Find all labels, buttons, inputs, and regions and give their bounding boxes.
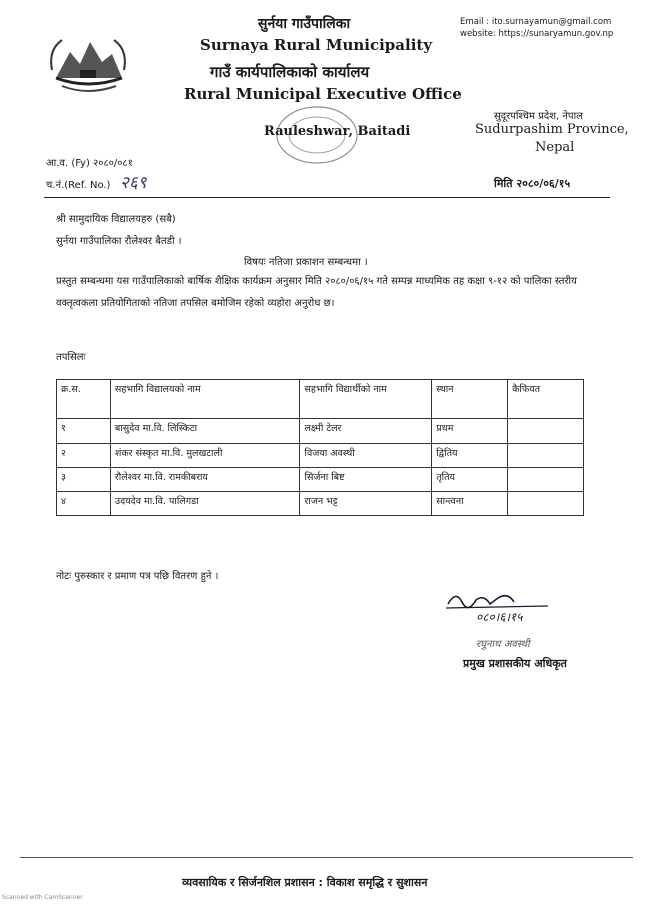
cell-student: राजन भट्ट: [300, 492, 432, 516]
municipality-name-en: Surnaya Rural Municipality: [200, 36, 433, 54]
cell-sn: ३: [57, 468, 111, 492]
col-header-sn: क्र.स.: [57, 380, 111, 419]
header-divider: [44, 197, 610, 198]
addressee-line2: सुर्नया गाउँपालिका रौलेश्वर बैतडी ।: [56, 236, 182, 247]
table-row: [57, 419, 584, 444]
results-table: [56, 379, 584, 516]
signatory-name: रघुनाथ अवस्थी: [476, 639, 530, 650]
fiscal-year: आ.व. (Fy) २०८०/०८१: [46, 158, 133, 169]
signatory-title: प्रमुख प्रशासकीय अधिकृत: [463, 657, 567, 670]
cell-school: रौलेश्वर मा.वि. रामकीबराय: [110, 468, 300, 492]
col-header-student: सहभागि विद्यार्थीको नाम: [300, 380, 432, 419]
cell-student: लक्ष्मी टेलर: [300, 419, 432, 444]
cell-position: द्वितिय: [432, 444, 508, 468]
contact-info: [460, 16, 613, 40]
cell-school: उदयदेव मा.वि. पालिगडा: [110, 492, 300, 516]
tapasil-label: तपसिलः: [56, 352, 86, 363]
website-text: website: https://sunaryamun.gov.np: [460, 29, 614, 39]
col-header-remarks: कैफियत: [508, 380, 584, 419]
cell-position: तृतिय: [432, 468, 508, 492]
footer-divider: [20, 857, 633, 858]
office-name-np: गाउँ कार्यपालिकाको कार्यालय: [210, 63, 370, 81]
table-row: [57, 468, 584, 492]
cell-school: बासुदेव मा.वि. लिस्किटा: [110, 419, 300, 444]
letter-date: मिति २०८०/०६/१५: [494, 177, 571, 190]
cell-remarks: [508, 492, 584, 516]
table-row: [57, 444, 584, 468]
table-row: [57, 492, 584, 516]
office-location: Rauleshwar, Baitadi: [264, 124, 411, 139]
scanner-watermark: Scanned with CamScanner: [2, 894, 83, 901]
letter-subject: विषयः नतिजा प्रकाशन सम्बन्धमा ।: [244, 257, 368, 268]
cell-student: सिर्जना बिष्ट: [300, 468, 432, 492]
email-text: Email : ito.surnayamun@gmail.com: [460, 17, 612, 27]
office-name-en: Rural Municipal Executive Office: [184, 85, 462, 103]
cell-remarks: [508, 419, 584, 444]
province-np: सुदूरपश्चिम प्रदेश, नेपाल: [494, 111, 583, 122]
cell-sn: १: [57, 419, 111, 444]
cell-remarks: [508, 468, 584, 492]
note-text: नोटः पुरुस्कार र प्रमाण पत्र पछि वितरण हुने ।: [56, 571, 219, 582]
addressee-line1: श्री सामुदायिक विद्यालयहरु (सबै): [56, 214, 176, 225]
table-header-row: [57, 380, 584, 419]
municipality-name-np: सुर्नया गाउँपालिका: [258, 16, 351, 32]
ref-label: च.नं.(Ref. No.): [46, 180, 111, 191]
cell-sn: ४: [57, 492, 111, 516]
col-header-position: स्थान: [432, 380, 508, 419]
letter-body: प्रस्तुत सम्बन्धमा यस गाउँपालिकाको बार्षिक शैक्षिक कार्यक्रम अनुसार मिति २०८०/०६/१५ गते सम्पन्न माध्यमिक तह कक्षा ९-१२ को पालिका स्तरीय वक्तृत्वकला प्रतियोगिताको नतिजा तपसिल बमोजिम रहेको व्यहोरा अनुरोध छ।: [56, 276, 577, 309]
cell-position: प्रथम: [432, 419, 508, 444]
footer-motto: व्यवसायिक र सिर्जनशिल प्रशासन : विकाश समृद्धि र सुशासन: [182, 876, 428, 889]
municipality-emblem-icon: [48, 30, 128, 100]
cell-sn: २: [57, 444, 111, 468]
province-en-line1: Sudurpashim Province,: [475, 122, 629, 137]
cell-student: विजया अवस्थी: [300, 444, 432, 468]
ref-number-handwritten: २६९: [120, 173, 147, 193]
province-en-line2: Nepal: [535, 140, 575, 155]
signature-date-handwritten: ०८०।६।१५: [476, 610, 523, 624]
cell-position: सान्त्वना: [432, 492, 508, 516]
cell-school: शंकर संस्कृत मा.वि. मुलखटाली: [110, 444, 300, 468]
col-header-school: सहभागि विद्यालयको नाम: [110, 380, 300, 419]
cell-remarks: [508, 444, 584, 468]
